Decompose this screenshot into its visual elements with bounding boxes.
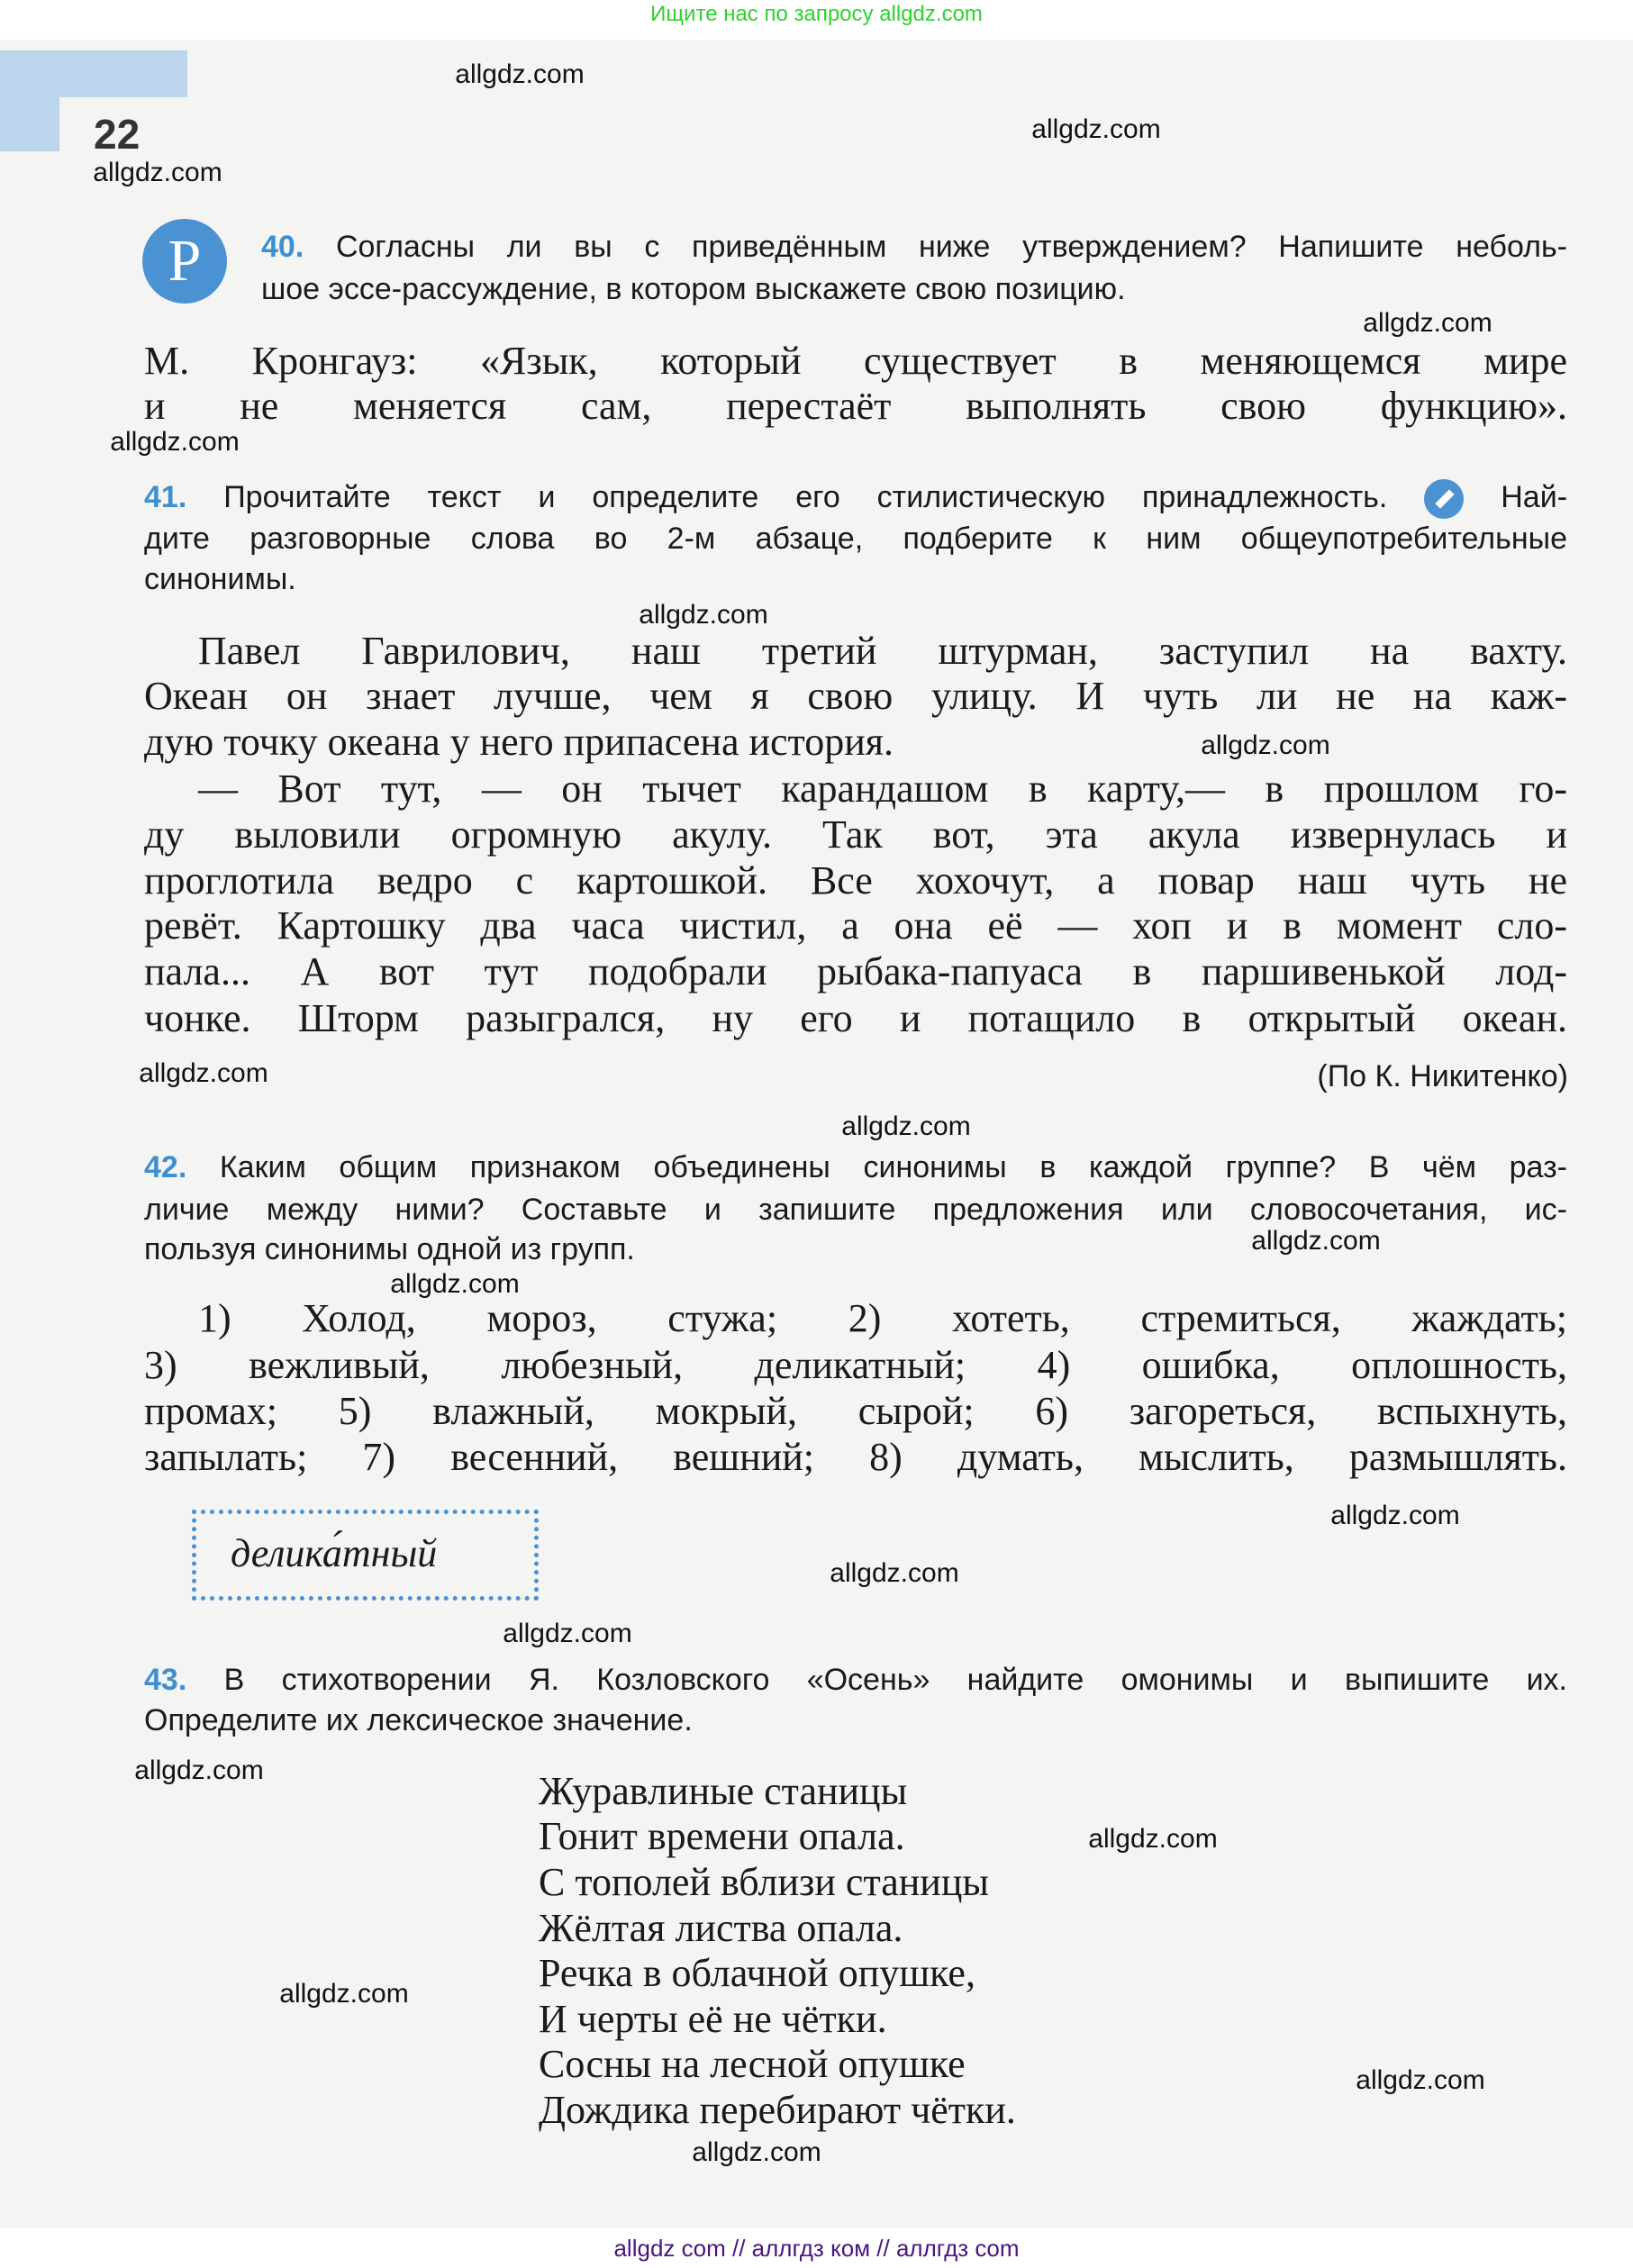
task-42-line bbox=[144, 1149, 1567, 1186]
synonym-list-line: промах; 5) влажный, мокрый, сырой; 6) загореться, вспыхнуть, bbox=[144, 1389, 1567, 1433]
task-text: Най- bbox=[1501, 480, 1568, 514]
task-43-line bbox=[144, 1662, 1567, 1699]
task-40-line bbox=[261, 229, 1567, 266]
story-line: дую точку океана у него припасена история. bbox=[144, 720, 894, 764]
task-text: Прочитайте текст и определите его стилистическую принадлежность. bbox=[223, 480, 1388, 514]
story-line: — Вот тут, — он тычет карандашом в карту,— в прошлом го- bbox=[198, 767, 1567, 811]
watermark: allgdz.com bbox=[1251, 1226, 1381, 1256]
task-text: Каким общим признаком объединены синонимы в каждой группе? В чём раз- bbox=[219, 1150, 1567, 1184]
poem-line: Гонит времени опала. bbox=[539, 1814, 905, 1858]
story-line: чонке. Шторм разыгрался, ну его и потащило в открытый океан. bbox=[144, 996, 1567, 1040]
poem-line: Сосны на лесной опушке bbox=[539, 2042, 966, 2086]
search-banner[interactable]: Ищите нас по запросу allgdz.com bbox=[650, 2, 983, 26]
footer-links[interactable]: allgdz com // аллгдз ком // аллгдз com bbox=[613, 2235, 1020, 2262]
task-text: Согласны ли вы с приведённым ниже утверждением? Напишите неболь- bbox=[335, 230, 1568, 264]
task-text: В стихотворении Я. Козловского «Осень» найдите омонимы и выпишите их. bbox=[223, 1663, 1568, 1697]
watermark: allgdz.com bbox=[390, 1269, 520, 1299]
r-badge-icon: Р bbox=[142, 219, 227, 304]
poem-line: Журавлиные станицы bbox=[539, 1769, 908, 1813]
task-number: 41. bbox=[144, 480, 187, 514]
page-edge-strip bbox=[0, 50, 59, 151]
story-line: проглотила ведро с картошкой. Все хохочут, а повар наш чуть не bbox=[144, 858, 1567, 903]
task-40-line: шое эссе-рассуждение, в котором выскажете свою позицию. bbox=[261, 272, 1126, 306]
watermark: allgdz.com bbox=[455, 59, 585, 89]
task-42-line: пользуя синонимы одной из групп. bbox=[144, 1232, 635, 1266]
watermark: allgdz.com bbox=[692, 2137, 821, 2167]
poem-line: Дождика перебирают чётки. bbox=[539, 2088, 1016, 2132]
task-number: 42. bbox=[144, 1150, 187, 1184]
watermark: allgdz.com bbox=[830, 1558, 959, 1588]
watermark: allgdz.com bbox=[1363, 308, 1492, 338]
watermark: allgdz.com bbox=[110, 427, 240, 457]
poem-line: Речка в облачной опушке, bbox=[539, 1951, 975, 1995]
poem-line: С тополей вблизи станицы bbox=[539, 1860, 989, 1904]
attribution: (По К. Никитенко) bbox=[1317, 1059, 1568, 1093]
watermark: allgdz.com bbox=[1330, 1501, 1460, 1530]
page-number: 22 bbox=[94, 111, 141, 158]
pencil-icon bbox=[1424, 479, 1464, 519]
watermark: allgdz.com bbox=[279, 1979, 409, 2009]
story-line: Океан он знает лучше, чем я свою улицу. И чуть ли не на каж- bbox=[144, 674, 1567, 718]
task-41-line: синонимы. bbox=[144, 562, 296, 596]
story-line: ревёт. Картошку два часа чистил, а она её — хоп и в момент сло- bbox=[144, 903, 1567, 948]
watermark: allgdz.com bbox=[134, 1755, 264, 1785]
watermark: allgdz.com bbox=[139, 1058, 268, 1088]
watermark: allgdz.com bbox=[1088, 1824, 1218, 1854]
synonym-list-line: запылать; 7) весенний, вешний; 8) думать, мыслить, размышлять. bbox=[144, 1435, 1567, 1479]
watermark: allgdz.com bbox=[503, 1619, 632, 1648]
story-line: Павел Гаврилович, наш третий штурман, заступил на вахту. bbox=[198, 629, 1567, 673]
task-42-line: личие между ними? Составьте и запишите предложения или словосочетания, ис- bbox=[144, 1193, 1567, 1227]
watermark: allgdz.com bbox=[1031, 114, 1161, 144]
story-line: пала... А вот тут подобрали рыбака-папуаса в паршивенькой лод- bbox=[144, 949, 1567, 993]
quote-line: М. Кронгауз: «Язык, который существует в меняющемся мире bbox=[144, 339, 1567, 383]
watermark: allgdz.com bbox=[1201, 730, 1330, 760]
watermark: allgdz.com bbox=[841, 1111, 971, 1141]
poem-line: И черты её не чётки. bbox=[539, 1997, 887, 2041]
quote-line: и не меняется сам, перестаёт выполнять свою функцию». bbox=[144, 384, 1567, 428]
synonym-list-line: 3) вежливый, любезный, деликатный; 4) ошибка, оплошность, bbox=[144, 1343, 1567, 1387]
poem-line: Жёлтая листва опала. bbox=[539, 1906, 903, 1950]
watermark: allgdz.com bbox=[93, 158, 222, 187]
vocabulary-word-box bbox=[192, 1510, 539, 1601]
task-number: 40. bbox=[261, 230, 304, 264]
task-41-line: дите разговорные слова во 2-м абзаце, подберите к ним общеупотребительные bbox=[144, 522, 1567, 556]
story-line: ду выловили огромную акулу. Так вот, эта акула извернулась и bbox=[144, 812, 1567, 857]
task-number: 43. bbox=[144, 1663, 187, 1697]
watermark: allgdz.com bbox=[639, 600, 768, 630]
watermark: allgdz.com bbox=[1356, 2065, 1485, 2095]
task-41-line bbox=[144, 479, 1567, 519]
task-43-line: Определите их лексическое значение. bbox=[144, 1703, 693, 1737]
vocabulary-word: делика́тный bbox=[231, 1531, 438, 1575]
synonym-list-line: 1) Холод, мороз, стужа; 2) хотеть, стремиться, жаждать; bbox=[198, 1296, 1567, 1340]
